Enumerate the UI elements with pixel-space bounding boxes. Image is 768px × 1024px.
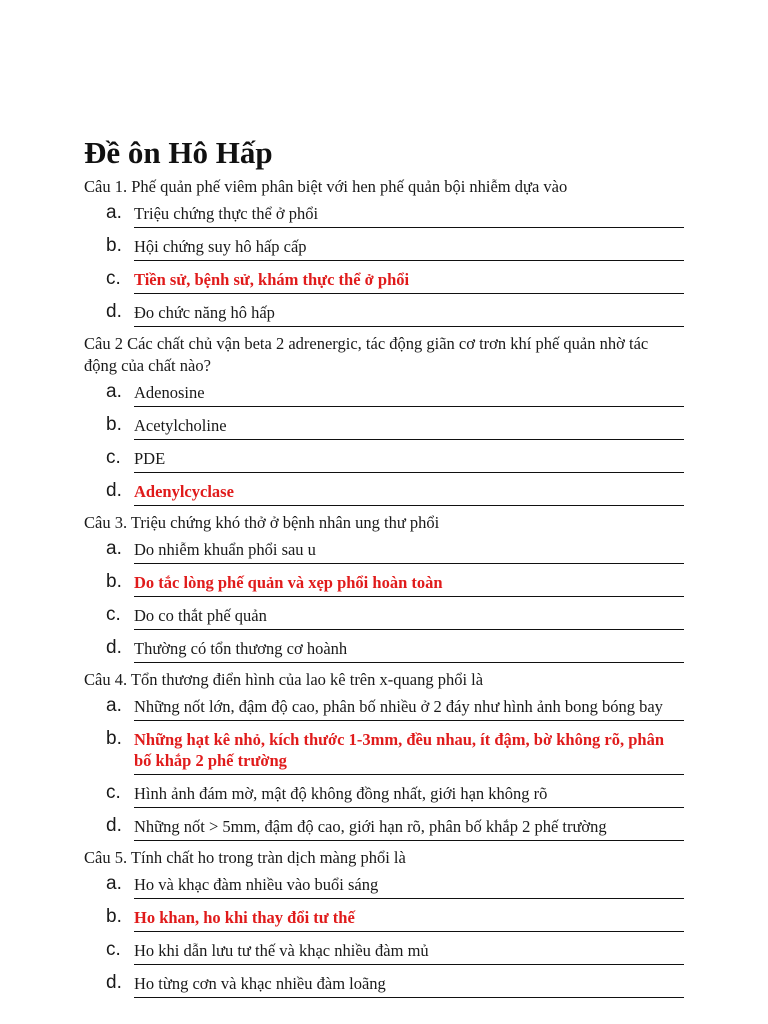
option-letter: d. bbox=[106, 815, 122, 836]
option-letter: b. bbox=[106, 728, 122, 749]
question-stem: Câu 5. Tính chất ho trong tràn dịch màng phổi là bbox=[84, 848, 406, 867]
document-page bbox=[84, 134, 684, 1004]
answer-option bbox=[106, 694, 684, 721]
option-letter: b. bbox=[106, 571, 122, 592]
answer-option bbox=[106, 201, 684, 228]
option-text: Những nốt lớn, đậm độ cao, phân bố nhiều ở 2 đáy như hình ảnh bong bóng bay bbox=[134, 694, 684, 721]
option-letter: d. bbox=[106, 637, 122, 658]
answer-option bbox=[106, 267, 684, 294]
option-letter: c. bbox=[106, 939, 121, 960]
option-letter: b. bbox=[106, 414, 122, 435]
answer-option bbox=[106, 446, 684, 473]
question-stem: Câu 2 Các chất chủ vận beta 2 adrenergic, tác động giãn cơ trơn khí phế quản nhờ tác động của chất nào? bbox=[84, 334, 649, 375]
option-letter: b. bbox=[106, 235, 122, 256]
option-text: Adenosine bbox=[134, 380, 684, 407]
answer-option bbox=[106, 905, 684, 932]
option-text: Hình ảnh đám mờ, mật độ không đồng nhất, giới hạn không rõ bbox=[134, 781, 684, 808]
option-text: Acetylcholine bbox=[134, 413, 684, 440]
answer-option bbox=[106, 570, 684, 597]
answer-option bbox=[106, 971, 684, 998]
question-2 bbox=[84, 333, 684, 506]
option-text: Ho từng cơn và khạc nhiều đàm loãng bbox=[134, 971, 684, 998]
option-text: Đo chức năng hô hấp bbox=[134, 300, 684, 327]
question-5 bbox=[84, 847, 684, 998]
question-stem: Câu 3. Triệu chứng khó thở ở bệnh nhân ung thư phổi bbox=[84, 513, 440, 532]
question-stem: Câu 1. Phế quản phế viêm phân biệt với hen phế quản bội nhiễm dựa vào bbox=[84, 177, 568, 196]
answer-option bbox=[106, 636, 684, 663]
option-text: Những nốt > 5mm, đậm độ cao, giới hạn rõ, phân bố khắp 2 phế trường bbox=[134, 814, 684, 841]
option-text: Ho và khạc đàm nhiều vào buổi sáng bbox=[134, 872, 684, 899]
option-letter: a. bbox=[106, 202, 122, 223]
option-letter: b. bbox=[106, 906, 122, 927]
option-letter: d. bbox=[106, 972, 122, 993]
answer-option bbox=[106, 872, 684, 899]
question-1 bbox=[84, 176, 684, 327]
option-letter: d. bbox=[106, 480, 122, 501]
answer-option bbox=[106, 380, 684, 407]
option-letter: c. bbox=[106, 268, 121, 289]
option-letter: c. bbox=[106, 447, 121, 468]
option-text: Ho khi dẫn lưu tư thế và khạc nhiều đàm mủ bbox=[134, 938, 684, 965]
option-text: Hội chứng suy hô hấp cấp bbox=[134, 234, 684, 261]
correct-answer-text: Adenylcyclase bbox=[134, 479, 684, 506]
question-3 bbox=[84, 512, 684, 663]
answer-option bbox=[106, 603, 684, 630]
correct-answer-text: Tiền sử, bệnh sử, khám thực thể ở phổi bbox=[134, 267, 684, 294]
question-4 bbox=[84, 669, 684, 841]
answer-option bbox=[106, 479, 684, 506]
option-letter: a. bbox=[106, 538, 122, 559]
option-letter: a. bbox=[106, 381, 122, 402]
option-text: PDE bbox=[134, 446, 684, 473]
answer-option bbox=[106, 814, 684, 841]
question-list bbox=[84, 176, 684, 998]
answer-option bbox=[106, 727, 684, 775]
option-text: Triệu chứng thực thể ở phổi bbox=[134, 201, 684, 228]
page-title: Đề ôn Hô Hấp bbox=[84, 135, 273, 170]
option-letter: c. bbox=[106, 782, 121, 803]
option-letter: a. bbox=[106, 873, 122, 894]
option-letter: d. bbox=[106, 301, 122, 322]
answer-option bbox=[106, 413, 684, 440]
answer-option bbox=[106, 300, 684, 327]
option-text: Do co thắt phế quản bbox=[134, 603, 684, 630]
answer-option bbox=[106, 537, 684, 564]
option-letter: a. bbox=[106, 695, 122, 716]
correct-answer-text: Do tắc lòng phế quản và xẹp phổi hoàn toàn bbox=[134, 570, 684, 597]
answer-option bbox=[106, 781, 684, 808]
answer-option bbox=[106, 938, 684, 965]
option-text: Thường có tổn thương cơ hoành bbox=[134, 636, 684, 663]
option-letter: c. bbox=[106, 604, 121, 625]
correct-answer-text: Ho khan, ho khi thay đổi tư thế bbox=[134, 905, 684, 932]
answer-option bbox=[106, 234, 684, 261]
correct-answer-text: Những hạt kê nhỏ, kích thước 1-3mm, đều nhau, ít đậm, bờ không rõ, phân bố khắp 2 phế trường bbox=[134, 727, 684, 775]
question-stem: Câu 4. Tổn thương điển hình của lao kê trên x-quang phổi là bbox=[84, 670, 484, 689]
option-text: Do nhiễm khuẩn phổi sau u bbox=[134, 537, 684, 564]
